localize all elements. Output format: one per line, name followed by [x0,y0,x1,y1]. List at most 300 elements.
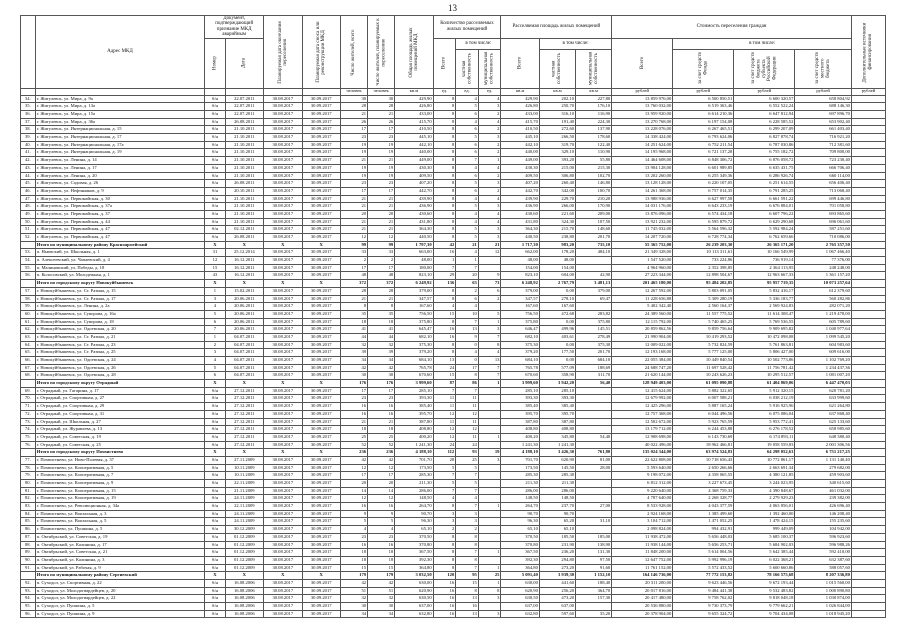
cell-a2 [576,472,612,480]
cell-d1: 30.08.2017 [264,357,302,365]
cell-c3: 723 230,40 [795,157,852,165]
cell-p2: 28 [368,287,395,295]
cell-s: 364,80 [395,564,433,572]
cell-a1: 0,00 [539,318,575,326]
cell-s: 379,20 [395,349,433,357]
cell-r: 8 [433,180,456,188]
cell-d1: 30.08.2017 [264,310,302,318]
cell-a2: 56,40 [576,380,612,388]
cell-p1: 15 [340,564,367,572]
cell-r1: 1 [456,257,479,265]
cell-a: 379,20 [501,349,539,357]
cell-p1: 52 [340,441,367,449]
cell-addr: г. Отрадный, ул. Спортивная, д. 31 [35,410,205,418]
cell-p2: 26 [368,118,395,126]
cell-c3: 661 403,40 [795,126,852,134]
cell-p1: 30 [340,372,367,380]
cell-r: 8 [433,318,456,326]
cell-r2 [478,426,501,434]
cell-s: 379,00 [395,287,433,295]
cell-s: 632,80 [395,610,433,618]
cell-d2: 30.09.2017 [302,203,340,211]
cell-p1: 28 [340,287,367,295]
cell-p2: 28 [368,103,395,111]
cell-r2: 2 [478,141,501,149]
cell-r1: 21 [456,241,479,249]
cell-num: б/н [205,433,225,441]
table-row [21,303,886,311]
cell-r2: 2 [478,172,501,180]
cell-a2 [576,603,612,611]
cell-d1: 30.08.2017 [264,579,302,587]
cell-num: б/н [205,149,225,157]
cell-date: 15.02.2011 [225,287,263,295]
cell-r1: 24 [456,441,479,449]
cell-s: 375,80 [395,318,433,326]
cell-p2: 33 [368,249,395,257]
table-row [21,310,886,318]
unit-cell: человек [340,88,367,95]
cell-c1: 2 352 398,85 [673,264,734,272]
cell-addr: г. Отрадный, ул. Советская, д. 19 [35,433,205,441]
cell-r1: 5 [456,134,479,142]
cell-p1: 16 [340,541,367,549]
cell-c4 [851,226,885,234]
cell-c3: 648 380,40 [795,433,852,441]
cell-p1: 21 [340,418,367,426]
cell-date: 27.12.2011 [225,403,263,411]
cell-c4 [851,472,885,480]
cell-n: 85. [21,518,36,526]
cell-date: 24.11.2009 [225,495,263,503]
cell-p2: 35 [368,310,395,318]
cell-c2: 6 635 431,75 [734,164,795,172]
col-extra-sources: Дополнительные источники финансирования [851,16,885,89]
cell-c: 12 009 022,00 [612,341,673,349]
cell-d2: 30.09.2017 [302,480,340,488]
cell-n: 66. [21,357,36,365]
cell-c4 [851,387,885,395]
table-row [21,364,886,372]
cell-r: 8 [433,149,456,157]
cell-d1: 30.08.2017 [264,549,302,557]
cell-num: б/н [205,587,225,595]
cell-a1: 177,50 [539,349,575,357]
cell-c4 [851,364,885,372]
cell-n: 93. [21,587,36,595]
cell-r1: 7 [456,387,479,395]
cell-n: 72. [21,410,36,418]
cell-d2: 30.09.2017 [302,218,340,226]
cell-c1: 6 267 465,51 [673,126,734,134]
cell-d1: 30.08.2017 [264,303,302,311]
cell-d2: 30.09.2017 [302,195,340,203]
cell-d2: 30.09.2017 [302,426,340,434]
cell-c4 [851,272,885,280]
cell-c4 [851,95,885,103]
cell-r1: 10 [456,310,479,318]
cell-p2: 41 [368,326,395,334]
cell-d1: 30.08.2017 [264,226,302,234]
cell-c1: 9 859 756,64 [673,326,734,334]
cell-d1: 30.08.2017 [264,341,302,349]
table-row [21,164,886,172]
cell-c2: 9 818 048,18 [734,595,795,603]
cell-c: 14 261 368,00 [612,187,673,195]
cell-a2: 210,20 [576,195,612,203]
cell-a2: 375,30 [576,341,612,349]
cell-date: 21.10.2011 [225,149,263,157]
cell-r1: 2 [456,287,479,295]
cell-num: б/н [205,195,225,203]
cell-c4 [851,587,885,595]
cell-n: 52. [21,234,36,242]
cell-r1: 4 [456,195,479,203]
cell-d2: 30.09.2017 [302,157,340,165]
cell-p1: 33 [340,249,367,257]
cell-date: 26.08.2011 [225,234,263,242]
cell-c: 20 017 816,00 [612,587,673,595]
col-doc-group: Документ, подтверждающий признание МКД аварийным [205,16,264,39]
cell-c2: 5 592 984,24 [734,226,795,234]
cell-a: 445,10 [501,134,539,142]
cell-c3: 716 921,20 [795,134,852,142]
cell-a2: 227,80 [576,95,612,103]
cell-addr: г. Похвистнево, ул. Кооперативная, д. 7 [35,472,205,480]
cell-num: б/н [205,595,225,603]
page-number: 13 [448,3,457,13]
cell-num: б/н [205,480,225,488]
cell-date: 30.12.2009 [225,526,263,534]
cell-c3: 1 018 945,20 [795,610,852,618]
cell-n: 77. [21,456,36,464]
cell-d2: 30.09.2017 [302,295,340,303]
cell-p1: 23 [340,533,367,541]
cell-r: 5 [433,480,456,488]
cell-a: 96,30 [501,518,539,526]
cell-num: 5 [205,310,225,318]
cell-r1: 20 [456,272,479,280]
cell-a1: 285,30 [539,472,575,480]
cell-d1: 30.08.2017 [264,610,302,618]
cell-c3: 6 751 217,25 [795,449,852,457]
cell-a2: 484,10 [576,249,612,257]
cell-p2: 19 [368,164,395,172]
cell-a1: 577,09 [539,364,575,372]
cell-r2 [478,480,501,488]
cell-n: 63. [21,333,36,341]
cell-a2: 137,90 [576,126,612,134]
cell-num: б/н [205,456,225,464]
cell-a1: 1 241,30 [539,441,575,449]
cell-p2: 23 [368,134,395,142]
cell-d1: X [264,241,302,249]
col-cost-group: Стоимость переселения граждан [612,16,852,39]
cell-r1: 12 [456,410,479,418]
cell-addr: г. Отрадный, ул. Спортивная, д. 27 [35,395,205,403]
table-row [21,410,886,418]
cell-s: 637,00 [395,603,433,611]
table-row [21,495,886,503]
cell-addr: г. Жигулевск, ул. Интернациональная, д. 17а [35,141,205,149]
cell-r1: 5 [456,203,479,211]
cell-num: б/н [205,134,225,142]
cell-d1: 30.08.2017 [264,495,302,503]
cell-s: 3 032,50 [395,572,433,580]
cell-num: 2 [205,341,225,349]
cell-a2 [576,403,612,411]
cell-d2: X [302,380,340,388]
cell-c3: 612 379,60 [795,287,852,295]
cell-a1: 358,90 [539,372,575,380]
cell-a1: 65,10 [539,526,575,534]
cell-r2 [478,387,501,395]
cell-d1: 30.08.2017 [264,403,302,411]
cell-a: 285,10 [501,387,539,395]
cell-p2: 9 [368,510,395,518]
cell-p1: 14 [340,487,367,495]
cell-p2: 18 [368,426,395,434]
cell-a: 430,60 [501,210,539,218]
cell-d2: 30.09.2017 [302,510,340,518]
cell-c2: 9 672 193,44 [734,579,795,587]
cell-c4 [851,287,885,295]
cell-date: 02.12.2011 [225,226,263,234]
cell-addr: г. Похвистнево, ул. Кооперативная, д. 9 [35,480,205,488]
cell-s: 429,90 [395,95,433,103]
cell-date: 16.08.2006 [225,610,263,618]
cell-date: 20.06.2011 [225,303,263,311]
cell-s: 439,90 [395,195,433,203]
cell-c2: 95 957 719,35 [734,280,795,288]
cell-r1: 4 [456,164,479,172]
cell-d1: 30.08.2017 [264,418,302,426]
cell-num: б/н [205,410,225,418]
cell-c2: 10 295 512,57 [734,372,795,380]
cell-c1: 6 848 306,72 [673,157,734,165]
cell-p1: 17 [340,387,367,395]
cell-d1: 30.08.2017 [264,187,302,195]
cell-s: 682,10 [395,333,433,341]
cell-c: 21 620 144,00 [612,372,673,380]
cell-r2 [478,395,501,403]
table-row [21,372,886,380]
cell-addr: г. Похвистнево, ул. Вокзальная, д. 3 [35,510,205,518]
cell-c4 [851,241,885,249]
cell-a: 5 091,40 [501,572,539,580]
cell-s: 4 188,10 [395,449,433,457]
cell-c: 11 938 472,00 [612,533,673,541]
cell-a2: 55,80 [576,157,612,165]
cell-a: 48,00 [501,257,539,265]
cell-c3: 587 251,60 [795,226,852,234]
cell-p2: 23 [368,395,395,403]
cell-c2: 5 685 100,37 [734,533,795,541]
cell-p2: 21 [368,295,395,303]
cell-a1: 148,50 [539,495,575,503]
cell-addr: Итого по городскому округу Отрадный [35,380,205,388]
cell-c4 [851,395,885,403]
cell-addr: г. Жигулевск, ул. Мира, д. 9а [35,95,205,103]
cell-date: 16.08.2006 [225,603,263,611]
cell-num: б/н [205,111,225,119]
cell-r: 112 [433,449,456,457]
cell-c: 3 104 712,00 [612,518,673,526]
cell-a: 6 248,92 [501,280,539,288]
cell-c3: 1 030 874,00 [795,595,852,603]
cell-d2: 30.09.2017 [302,349,340,357]
cell-r: 15 [433,372,456,380]
cell-a2: 188,69 [576,364,612,372]
cell-date: 21.10.2011 [225,126,263,134]
cell-num: б/н [205,172,225,180]
cell-a: 400,20 [501,433,539,441]
cell-p1: 42 [340,364,367,372]
cell-c1: 18 962 466,81 [673,441,734,449]
table-row [21,295,886,303]
cell-r2: 2 [478,187,501,195]
cell-r1: 2 [456,526,479,534]
cell-c: 13 179 712,00 [612,426,673,434]
cell-c: 2 924 168,00 [612,510,673,518]
cell-s: 347,57 [395,295,433,303]
cell-r2: 1 [478,503,501,511]
cell-s: 375,30 [395,341,433,349]
cell-r1: 6 [456,172,479,180]
cell-a1: 256,20 [539,587,575,595]
cell-r: 87 [433,380,456,388]
cell-p1: 41 [340,326,367,334]
cell-p2: 34 [368,357,395,365]
cell-r2 [478,526,501,534]
cell-c2: 12 963 667,33 [734,272,795,280]
cell-d1: 30.08.2017 [264,295,302,303]
cell-num: 1 [205,287,225,295]
cell-c: 135 024 344,00 [612,449,673,457]
cell-num: 1 [205,333,225,341]
cell-num: б/н [205,403,225,411]
cell-date: 21.11.2009 [225,487,263,495]
cell-d1: 30.08.2017 [264,487,302,495]
cell-date: 22.11.2009 [225,480,263,488]
cell-p2: 21 [368,157,395,165]
cell-c2: 9 909 695,82 [734,326,795,334]
cell-d2: 30.09.2017 [302,464,340,472]
cell-p2: 19 [368,141,395,149]
cell-a: 154,00 [501,264,539,272]
cell-c4 [851,280,885,288]
cell-n: 51. [21,226,36,234]
cell-r1: 4 [456,218,479,226]
cell-r2 [478,403,501,411]
cell-a2: 91,60 [576,564,612,572]
cell-num: 6 [205,318,225,326]
cell-a1: 260,40 [539,180,575,188]
cell-c4 [851,234,885,242]
cell-r: 4 [433,303,456,311]
cell-p1: 30 [340,603,367,611]
cell-r2 [478,510,501,518]
cell-r2 [478,518,501,526]
cell-p1: 20 [340,210,367,218]
cell-a2 [576,526,612,534]
unit-cell: кв.м [576,88,612,95]
cell-c4 [851,433,885,441]
cell-d2: 30.09.2017 [302,533,340,541]
cell-num: б/н [205,226,225,234]
cell-r: 8 [433,210,456,218]
cell-n: 69. [21,387,36,395]
cell-addr: п. Суходол, ул. Молодогвардейцев, д. 22 [35,595,205,603]
col-area-total: Общая площадь жилых помещений МКД [395,16,433,89]
cell-r: 13 [433,357,456,365]
cell-s: 440,00 [395,149,433,157]
cell-c2: 6 762 659,66 [734,234,795,242]
cell-d2: 30.09.2017 [302,149,340,157]
cell-s: 385,40 [395,403,433,411]
cell-c: 164 146 736,00 [612,572,673,580]
cell-d1: 30.08.2017 [264,134,302,142]
cell-s: 449,00 [395,157,433,165]
cell-addr: г. Новокуйбышевск, ул. Одоевская, д. 24 [35,357,205,365]
cell-a: 65,10 [501,526,539,534]
cell-c: 12 267 592,00 [612,287,673,295]
cell-a1: 473,20 [539,595,575,603]
cell-r1: 4 [456,349,479,357]
cell-r1: 5 [456,103,479,111]
cell-addr: г. Жигулевск, ул. Ленина, д. 14 [35,157,205,165]
table-row [21,187,886,195]
table-row [21,464,886,472]
cell-r: 8 [433,187,456,195]
cell-d1: 30.08.2017 [264,518,302,526]
cell-c1: 9 758 762,02 [673,595,734,603]
cell-r1: 11 [456,395,479,403]
cell-r1: 12 [456,426,479,434]
cell-a: 364,30 [501,226,539,234]
cell-a2: 131,30 [576,549,612,557]
cell-c: 9 220 640,00 [612,487,673,495]
cell-c1: 6 595 879,72 [673,218,734,226]
cell-n: 59. [21,303,36,311]
cell-c: 11 938 144,00 [612,541,673,549]
cell-c4 [851,456,885,464]
cell-r2 [478,533,501,541]
cell-p1: 28 [340,103,367,111]
cell-c1: 26 239 203,30 [673,241,734,249]
cell-n: 44. [21,172,36,180]
cell-r: 8 [433,533,456,541]
cell-s: 173,50 [395,464,433,472]
cell-r: 8 [433,503,456,511]
cell-date: 22.11.2009 [225,503,263,511]
cell-r: 8 [433,287,456,295]
cell-p1: 42 [340,456,367,464]
cell-c: 22 622 808,00 [612,456,673,464]
cell-d2: 30.09.2017 [302,210,340,218]
cell-a2: 81,00 [576,456,612,464]
cell-c4 [851,441,885,449]
cell-d1: 30.08.2017 [264,410,302,418]
cell-n: 36. [21,111,36,119]
cell-p2: 20 [368,480,395,488]
cell-date: 04.07.2011 [225,357,263,365]
cell-d1: 30.08.2017 [264,264,302,272]
cell-date: 04.07.2011 [225,372,263,380]
cell-a2: 283,82 [576,310,612,318]
cell-c3: 1 067 466,40 [795,249,852,257]
cell-a1: 272,60 [539,126,575,134]
